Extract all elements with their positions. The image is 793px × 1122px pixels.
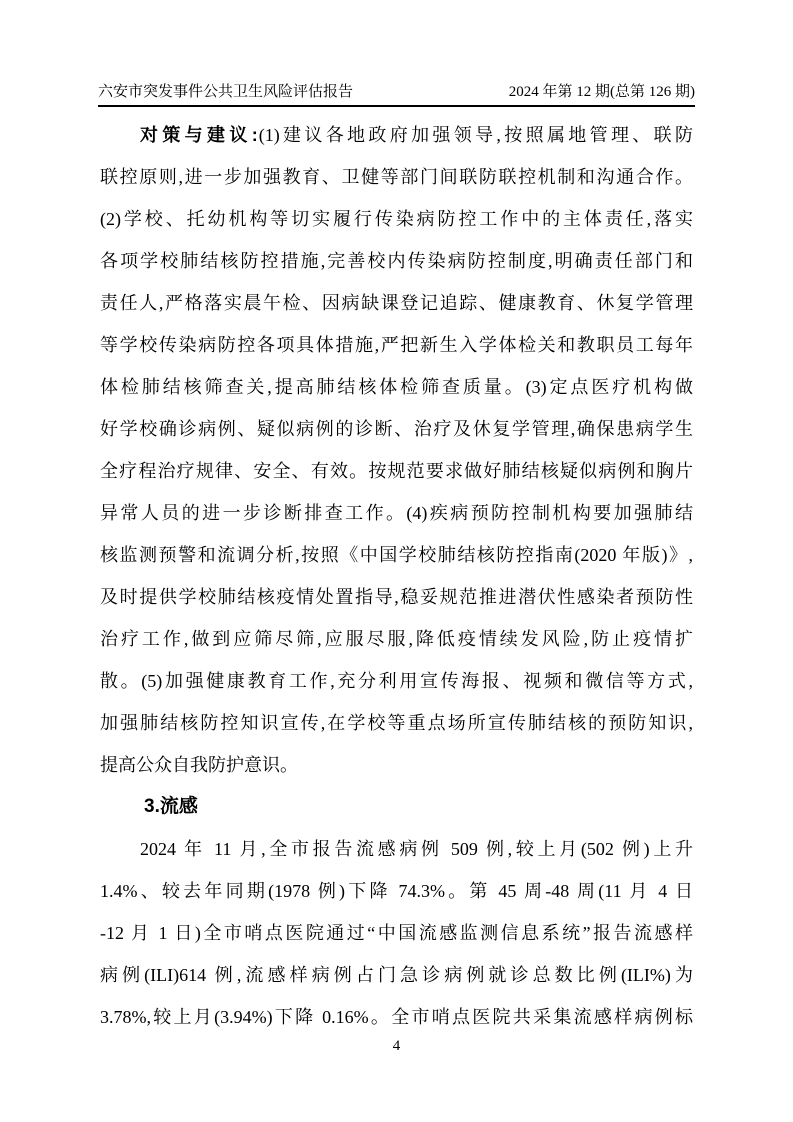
- page-number: 4: [392, 1038, 401, 1054]
- para1-line-13: 治疗工作,做到应筛尽筛,应服尽服,降低疫情续发风险,防止疫情扩: [100, 629, 693, 649]
- para1-line-9: 全疗程治疗规律、安全、有效。按规范要求做好肺结核疑似病例和胸片: [100, 461, 693, 481]
- para1-line-16: 提高公众自我防护意识。: [100, 755, 298, 775]
- para2-line-5: 3.78%,较上月(3.94%)下降 0.16%。全市哨点医院共采集流感样病例标: [100, 1007, 693, 1027]
- page-footer: [0, 1038, 793, 1055]
- para1-line-4: 各项学校肺结核防控措施,完善校内传染病防控制度,明确责任部门和: [100, 251, 693, 271]
- para1-line-2: 联控原则,进一步加强教育、卫健等部门间联防联控机制和沟通合作。: [100, 167, 693, 187]
- header-issue-number: 2024 年第 12 期(总第 126 期): [508, 84, 695, 100]
- para1-line-3: (2)学校、托幼机构等切实履行传染病防控工作中的主体责任,落实: [100, 209, 693, 229]
- para2-line-1: 2024 年 11 月,全市报告流感病例 509 例,较上月(502 例)上升: [140, 839, 693, 859]
- para1-line-7: 体检肺结核筛查关,提高肺结核体检筛查质量。(3)定点医疗机构做: [100, 377, 693, 397]
- para1-line-11: 核监测预警和流调分析,按照《中国学校肺结核防控指南(2020 年版)》,: [100, 545, 693, 565]
- para1-line-12: 及时提供学校肺结核疫情处置指导,稳妥规范推进潜伏性感染者预防性: [100, 587, 693, 607]
- para2-line-2: 1.4%、较去年同期(1978 例)下降 74.3%。第 45 周-48 周(11 月 4 日: [100, 881, 693, 901]
- para1-lead-label: 对策与建议:: [140, 125, 259, 145]
- para1-line-8: 好学校确诊病例、疑似病例的诊断、治疗及休复学管理,确保患病学生: [100, 419, 693, 439]
- para1-line-6: 等学校传染病防控各项具体措施,严把新生入学体检关和教职员工每年: [100, 335, 693, 355]
- para1-line-5: 责任人,严格落实晨午检、因病缺课登记追踪、健康教育、休复学管理: [100, 293, 693, 313]
- para1-line-14: 散。(5)加强健康教育工作,充分利用宣传海报、视频和微信等方式,: [100, 671, 693, 691]
- para2-line-4: 病例(ILI)614 例,流感样病例占门急诊病例就诊总数比例(ILI%)为: [100, 965, 693, 985]
- para1-line-10: 异常人员的进一步诊断排查工作。(4)疾病预防控制机构要加强肺结: [100, 503, 693, 523]
- para1-line-1: [100, 114, 693, 156]
- para1-line-1-text: (1)建议各地政府加强领导,按照属地管理、联防: [258, 125, 693, 145]
- header-report-title: 六安市突发事件公共卫生风险评估报告: [98, 84, 354, 100]
- section-heading-influenza: 3.流感: [144, 796, 198, 817]
- page-header: [98, 83, 695, 107]
- document-body: [100, 114, 693, 1038]
- para2-line-3: -12 月 1 日)全市哨点医院通过“中国流感监测信息系统”报告流感样: [100, 923, 693, 943]
- para1-line-15: 加强肺结核防控知识宣传,在学校等重点场所宣传肺结核的预防知识,: [100, 713, 693, 733]
